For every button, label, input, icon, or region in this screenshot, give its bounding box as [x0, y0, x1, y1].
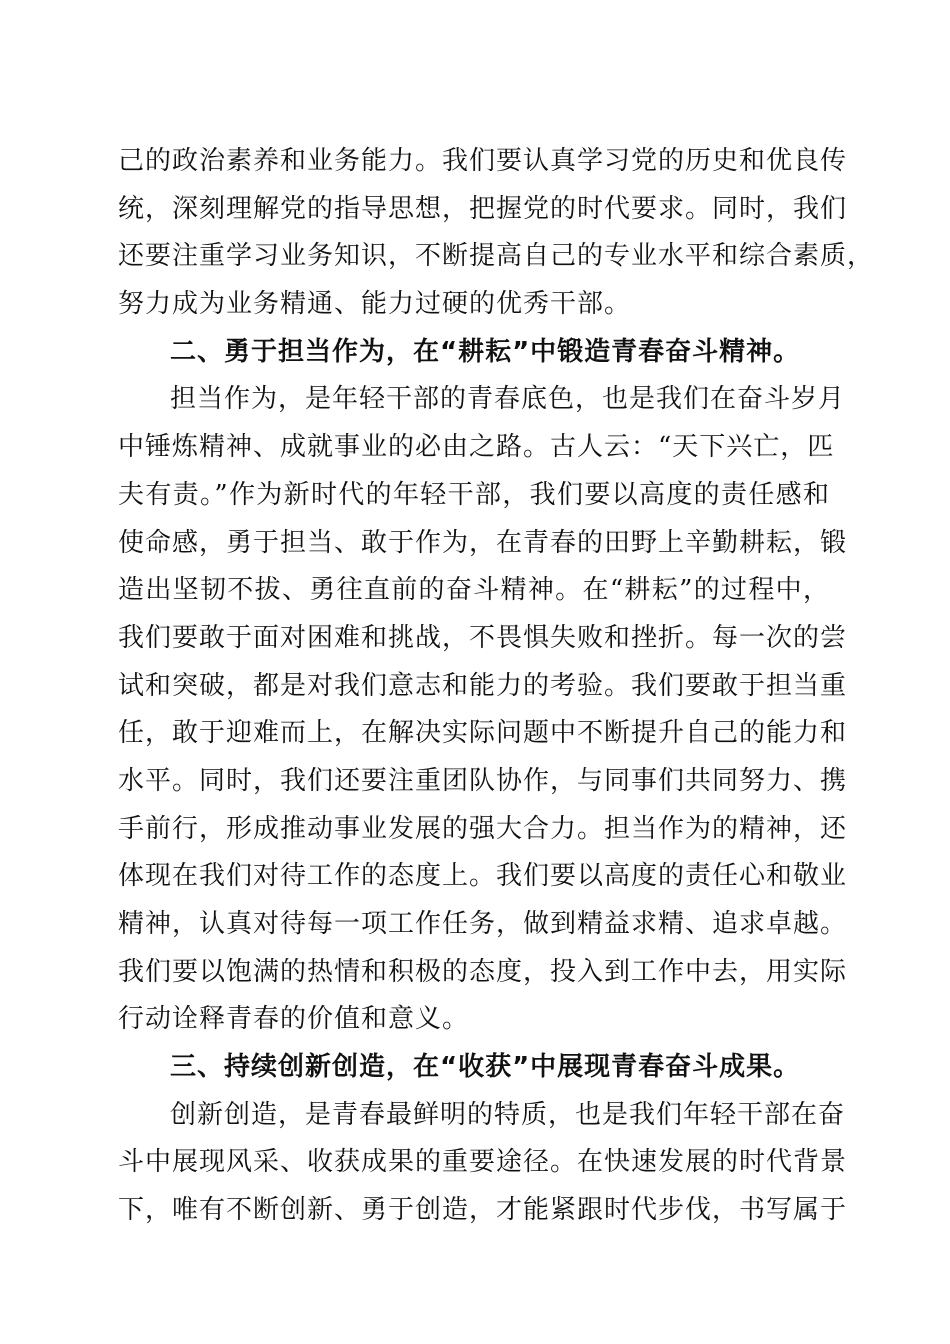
body-line: 努力成为业务精通、能力过硬的优秀干部。	[118, 289, 632, 320]
body-line: 下，唯有不断创新、勇于创造，才能紧跟时代步伐，书写属于	[118, 1195, 848, 1226]
section-heading-3: 三、持续创新创造，在“收获”中展现青春奋斗成果。	[170, 1052, 801, 1083]
body-line: 使命感，勇于担当、敢于作为，在青春的田野上辛勤耕耘，锻	[118, 527, 848, 558]
body-line: 行动诠释青春的价值和意义。	[118, 1004, 470, 1035]
body-line: 统，深刻理解党的指导思想，把握党的时代要求。同时，我们	[118, 193, 848, 224]
body-line: 己的政治素养和业务能力。我们要认真学习党的历史和优良传	[118, 146, 848, 176]
document-body	[118, 138, 875, 1235]
body-line: 夫有责。”作为新时代的年轻干部，我们要以高度的责任感和	[118, 479, 830, 510]
body-line: 中锤炼精神、成就事业的必由之路。古人云：“天下兴亡，匹	[118, 432, 835, 463]
body-line: 造出坚韧不拔、勇往直前的奋斗精神。在“耕耘”的过程中，	[118, 575, 830, 606]
body-line: 试和突破，都是对我们意志和能力的考验。我们要敢于担当重	[118, 670, 848, 701]
body-line: 水平。同时，我们还要注重团队协作，与同事们共同努力、携	[118, 765, 848, 796]
body-line: 精神，认真对待每一项工作任务，做到精益求精、追求卓越。	[118, 909, 848, 939]
body-line: 手前行，形成推动事业发展的强大合力。担当作为的精神，还	[118, 813, 848, 844]
body-line: 我们要以饱满的热情和积极的态度，投入到工作中去，用实际	[118, 956, 848, 987]
body-line: 任，敢于迎难而上，在解决实际问题中不断提升自己的能力和	[118, 718, 848, 749]
body-line: 我们要敢于面对困难和挑战，不畏惧失败和挫折。每一次的尝	[118, 622, 848, 653]
body-line: 体现在我们对待工作的态度上。我们要以高度的责任心和敬业	[118, 861, 848, 892]
paragraph-first-line: 创新创造，是青春最鲜明的特质，也是我们年轻干部在奋	[170, 1099, 846, 1130]
body-line: 斗中展现风采、收获成果的重要途径。在快速发展的时代背景	[118, 1147, 848, 1178]
body-line: 还要注重学习业务知识，不断提高自己的专业水平和综合素质，	[118, 241, 875, 272]
section-heading-2: 二、勇于担当作为，在“耕耘”中锻造青春奋斗精神。	[170, 336, 801, 367]
paragraph-first-line: 担当作为，是年轻干部的青春底色，也是我们在奋斗岁月	[170, 384, 846, 415]
